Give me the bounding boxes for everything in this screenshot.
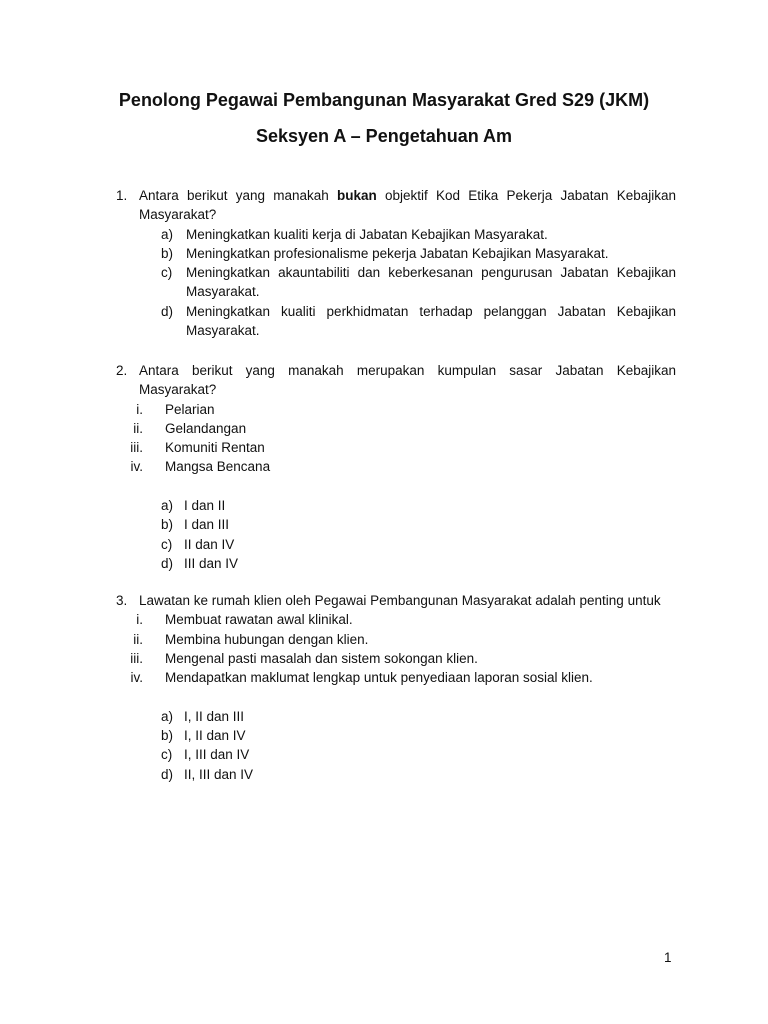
statement-number: i. [136,401,143,417]
statement-text: Pelarian [165,401,215,417]
answer-options [161,496,676,573]
question-number: 2. [116,363,128,378]
option-text: II, III dan IV [184,766,254,782]
option-letter: b) [161,517,174,533]
question-text [139,186,676,225]
option-letter: a) [161,226,174,242]
option-letter: c) [161,536,173,552]
statement-number: ii. [133,420,143,436]
question-text-part: Antara berikut yang manakah [139,188,337,203]
answer-option [161,707,676,726]
option-letter: b) [161,245,174,261]
statement-item [116,438,676,457]
option-text: I dan III [184,517,230,533]
option-text: Meningkatkan profesionalisme pekerja Jabatan Kebajikan Masyarakat. [186,245,609,261]
statement-text: Mangsa Bencana [165,459,271,475]
answer-option [161,302,676,341]
answer-option [161,225,676,244]
option-text: I, II dan III [184,708,245,724]
option-letter: a) [161,708,174,724]
statement-item [116,610,676,629]
answer-option [161,726,676,745]
statement-number: iv. [130,670,143,686]
answer-option [161,496,676,515]
option-letter: d) [161,766,174,782]
option-letter: d) [161,555,174,571]
statement-text: Membina hubungan dengan klien. [165,631,369,647]
option-text: Meningkatkan kualiti perkhidmatan terhadap pelanggan Jabatan Kebajikan Masyarakat. [186,303,676,339]
statement-text: Mengenal pasti masalah dan sistem sokongan klien. [165,650,478,666]
question-1 [116,186,676,340]
statement-number: iv. [130,459,143,475]
section-heading: Seksyen A – Pengetahuan Am [255,126,513,146]
question-emphasis: bukan [337,188,377,203]
option-text: II dan IV [184,536,235,552]
answer-option [161,554,676,573]
answer-option [161,535,676,554]
statement-item [116,649,676,668]
option-letter: a) [161,498,174,514]
statement-list [116,610,676,687]
option-text: I, III dan IV [184,747,250,763]
option-text: I dan II [184,498,226,514]
question-text: Antara berikut yang manakah merupakan kumpulan sasar Jabatan Kebajikan Masyarakat? [139,363,676,398]
option-text: Meningkatkan akauntabiliti dan keberkesanan pengurusan Jabatan Kebajikan Masyarakat. [186,265,676,300]
statement-item [116,630,676,649]
question-text-part: objektif Kod Etika Pekerja Jabatan Kebajikan Masyarakat? [139,188,677,223]
statement-item [116,668,676,687]
question-3 [116,591,676,784]
option-letter: c) [161,265,173,281]
answer-option [161,765,676,784]
statement-item [116,400,676,419]
answer-option [161,745,676,764]
statement-number: iii. [130,650,143,666]
statement-number: i. [136,612,143,628]
option-letter: c) [161,747,173,763]
statement-text: Mendapatkan maklumat lengkap untuk penyediaan laporan sosial klien. [165,670,593,686]
statement-list [116,400,676,477]
statement-text: Komuniti Rentan [165,440,265,456]
question-number: 3. [116,593,128,608]
option-letter: d) [161,303,174,319]
statement-number: iii. [130,440,143,456]
statement-text: Membuat rawatan awal klinikal. [165,612,353,628]
option-text: I, II dan IV [184,728,246,744]
answer-option [161,263,676,302]
page-number: 1 [664,950,672,965]
answer-options [161,225,676,341]
document-title: Penolong Pegawai Pembangunan Masyarakat Gred S29 (JKM) [118,90,650,110]
answer-option [161,515,676,534]
statement-item [116,457,676,476]
statement-text: Gelandangan [165,420,247,436]
statement-number: ii. [133,631,143,647]
answer-option [161,244,676,263]
option-text: III dan IV [184,555,239,571]
statement-item [116,419,676,438]
option-text: Meningkatkan kualiti kerja di Jabatan Kebajikan Masyarakat. [186,226,548,242]
answer-options [161,707,676,784]
question-number: 1. [116,188,128,203]
question-text: Lawatan ke rumah klien oleh Pegawai Pembangunan Masyarakat adalah penting untuk [139,593,661,608]
question-2 [116,361,676,573]
option-letter: b) [161,728,174,744]
